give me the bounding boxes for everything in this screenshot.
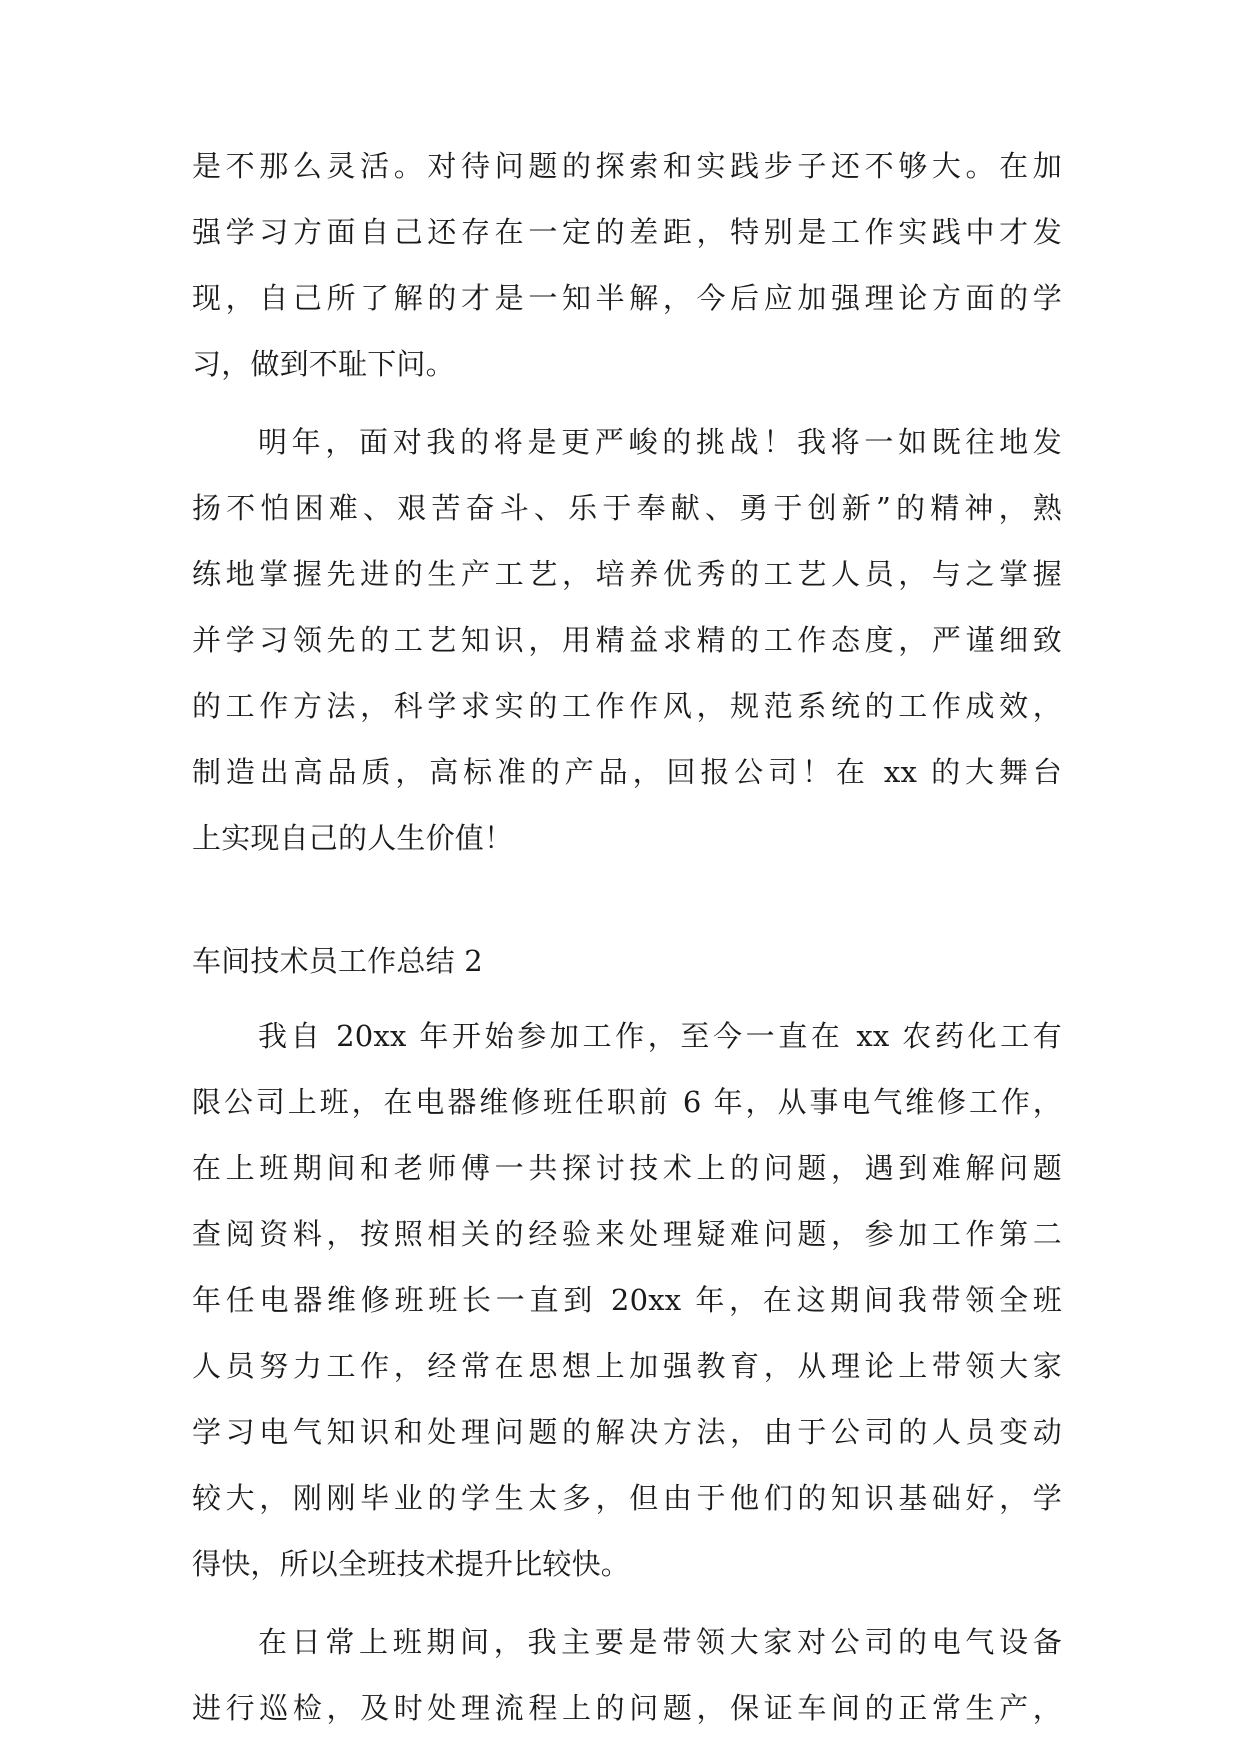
paragraph-3-line-8: 较大，刚刚毕业的学生太多，但由于他们的知识基础好，学: [192, 1481, 1062, 1515]
paragraph-2-line-5: 的工作方法，科学求实的工作作风，规范系统的工作成效，: [192, 689, 1062, 723]
paragraph-1-line-4: 习，做到不耻下问。: [192, 347, 455, 381]
paragraph-4-line-2: 进行巡检，及时处理流程上的问题，保证车间的正常生产，: [192, 1691, 1062, 1725]
paragraph-3-line-2: 限公司上班，在电器维修班任职前 6 年，从事电气维修工作，: [192, 1085, 1062, 1119]
paragraph-3-line-5: 年任电器维修班班长一直到 20xx 年，在这期间我带领全班: [192, 1283, 1062, 1317]
paragraph-2-line-3: 练地掌握先进的生产工艺，培养优秀的工艺人员，与之掌握: [192, 557, 1062, 591]
paragraph-1-line-2: 强学习方面自己还存在一定的差距，特别是工作实践中才发: [192, 215, 1062, 249]
paragraph-2-line-7: 上实现自己的人生价值！: [192, 821, 514, 855]
paragraph-3-line-7: 学习电气知识和处理问题的解决方法，由于公司的人员变动: [192, 1415, 1062, 1449]
paragraph-2-line-2: 扬不怕困难、艰苦奋斗、乐于奉献、勇于创新”的精神，熟: [192, 491, 1062, 525]
section-heading: 车间技术员工作总结 2: [192, 944, 483, 978]
paragraph-1-line-3: 现，自己所了解的才是一知半解，今后应加强理论方面的学: [192, 281, 1062, 315]
paragraph-2-line-1: 明年，面对我的将是更严峻的挑战！我将一如既往地发: [258, 425, 1062, 459]
paragraph-3-line-1: 我自 20xx 年开始参加工作，至今一直在 xx 农药化工有: [258, 1019, 1062, 1053]
paragraph-3-line-4: 查阅资料，按照相关的经验来处理疑难问题，参加工作第二: [192, 1217, 1062, 1251]
paragraph-1-line-1: 是不那么灵活。对待问题的探索和实践步子还不够大。在加: [192, 149, 1062, 183]
paragraph-3-line-9: 得快，所以全班技术提升比较快。: [192, 1547, 631, 1581]
paragraph-4-line-1: 在日常上班期间，我主要是带领大家对公司的电气设备: [258, 1625, 1062, 1659]
paragraph-3-line-3: 在上班期间和老师傅一共探讨技术上的问题，遇到难解问题: [192, 1151, 1062, 1185]
paragraph-2-line-4: 并学习领先的工艺知识，用精益求精的工作态度，严谨细致: [192, 623, 1062, 657]
paragraph-2-line-6: 制造出高品质，高标准的产品，回报公司！在 xx 的大舞台: [192, 755, 1062, 789]
paragraph-3-line-6: 人员努力工作，经常在思想上加强教育，从理论上带领大家: [192, 1349, 1062, 1383]
